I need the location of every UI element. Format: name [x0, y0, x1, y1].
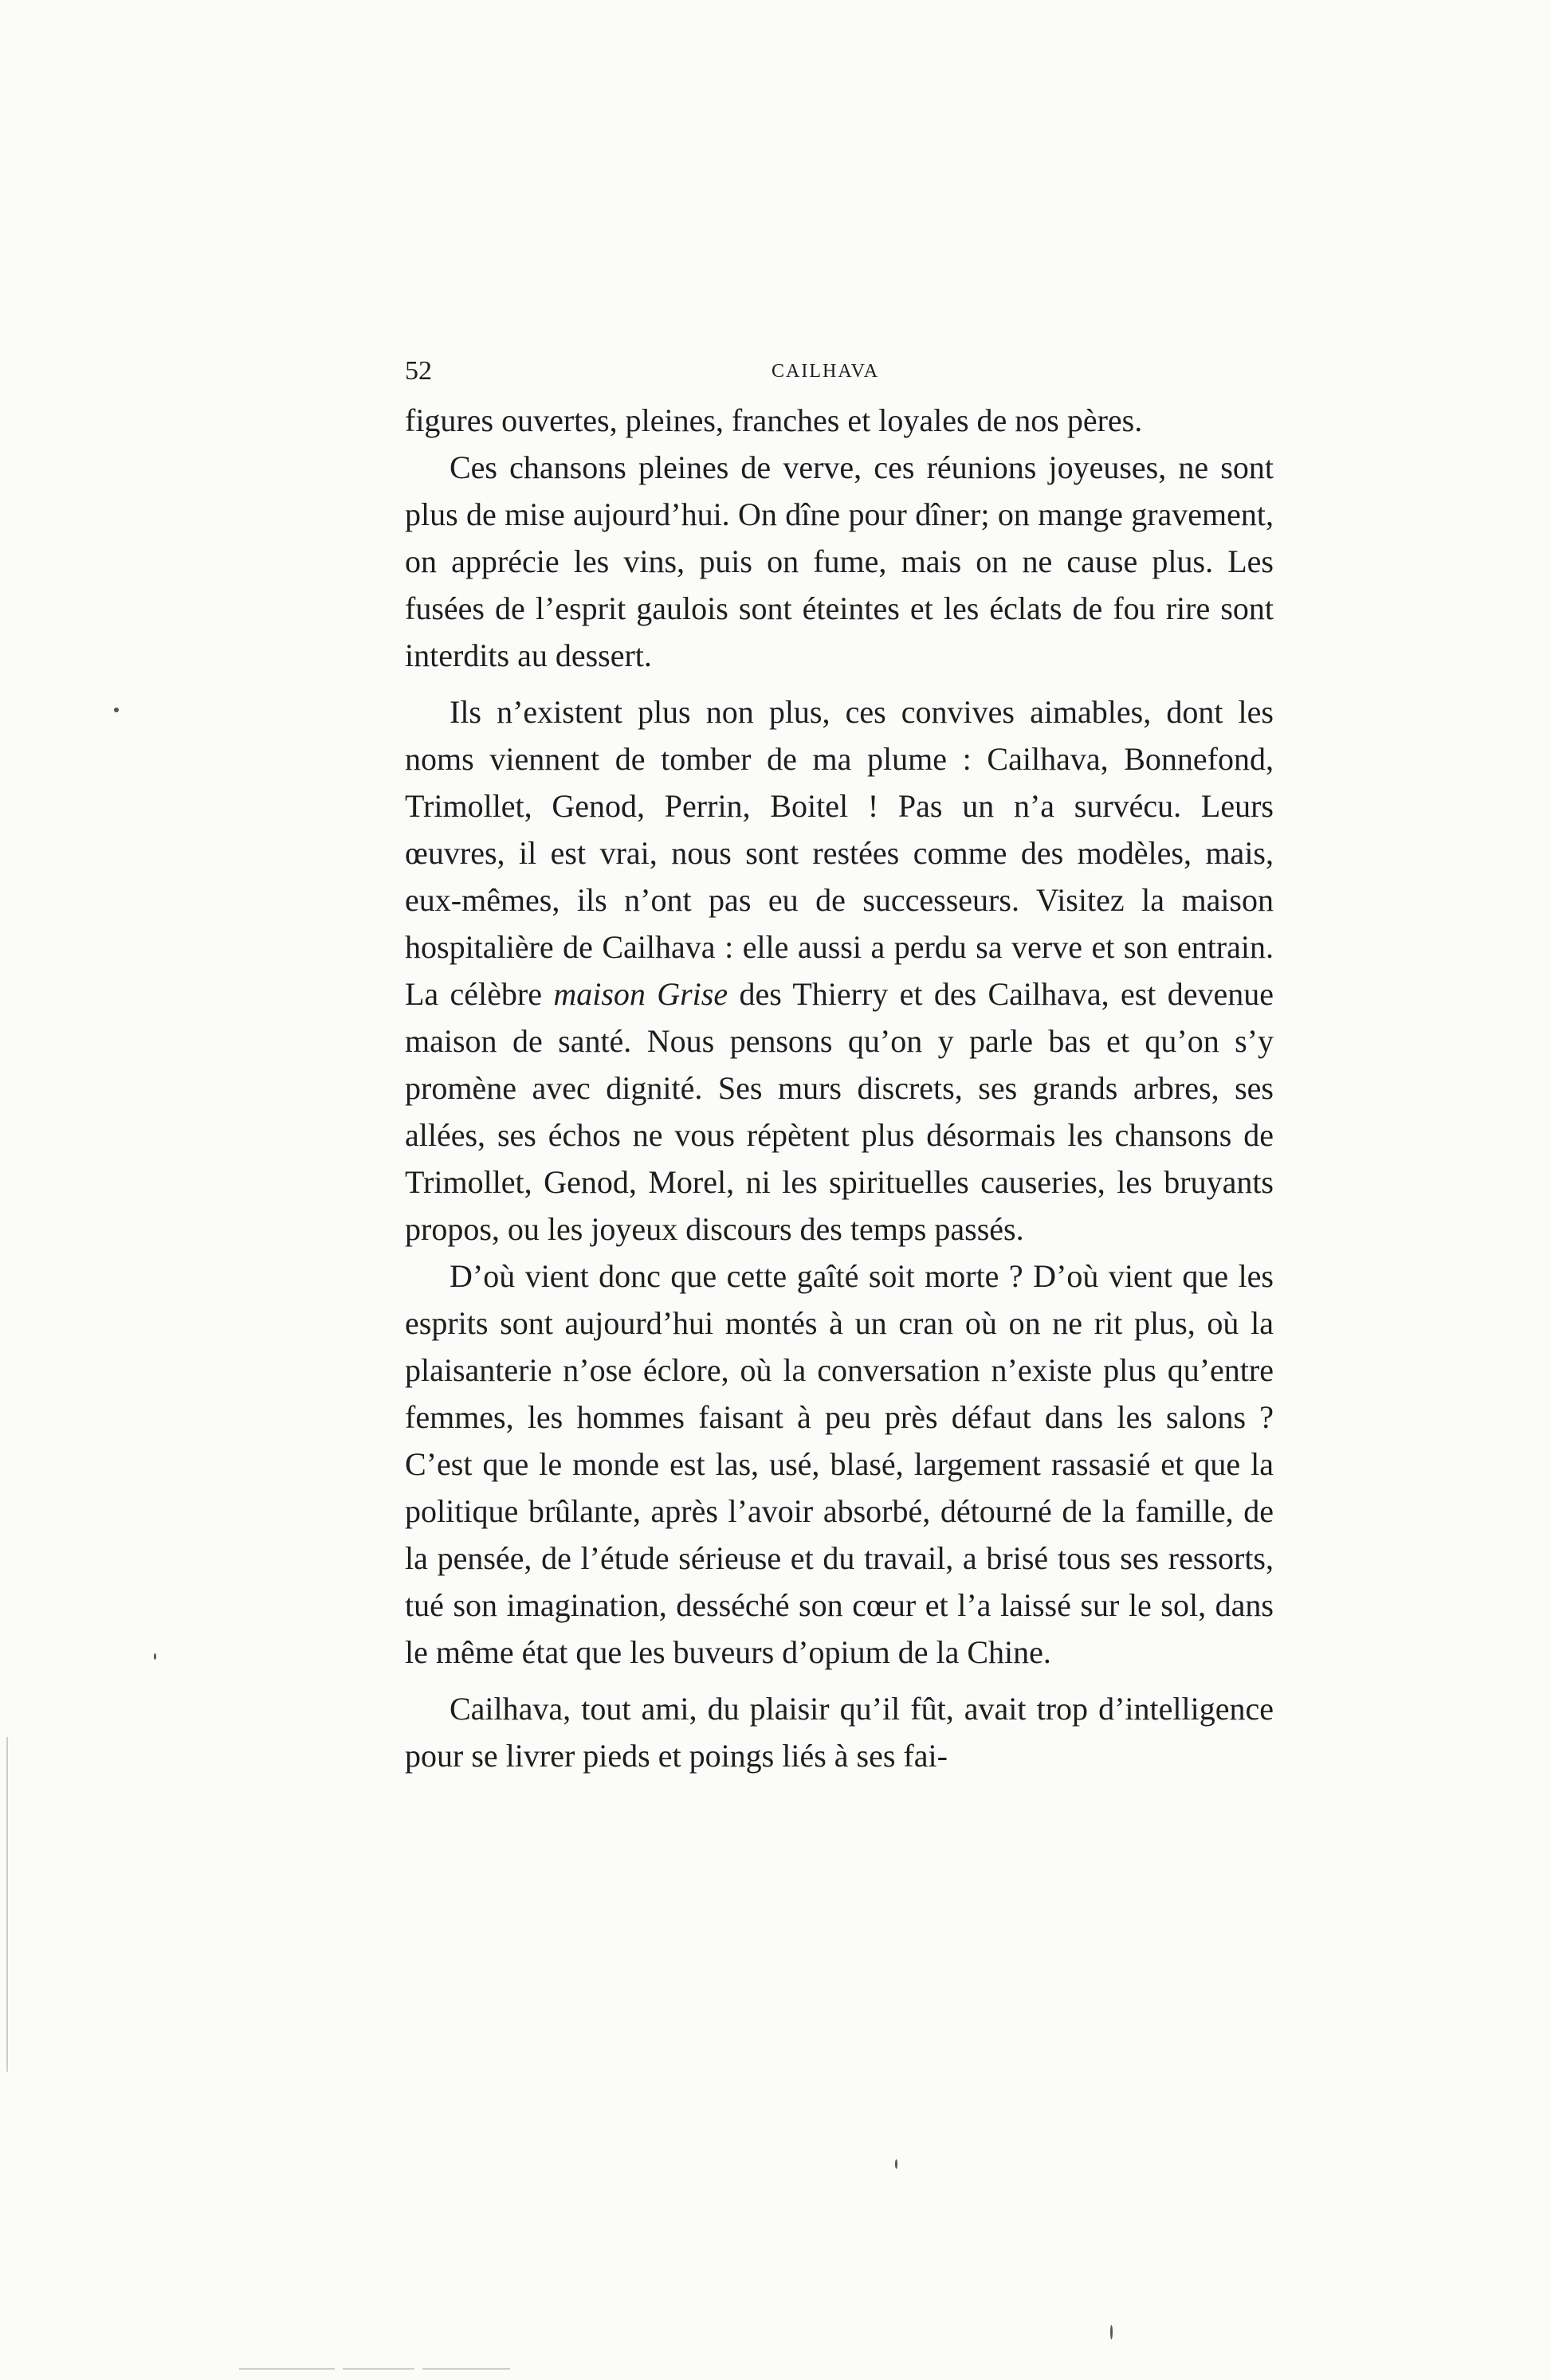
- paragraph-3-text-b: des Thierry et des Cailhava, est devenue maison de santé. Nous pensons qu’on y parle bas et qu’on s’y promène avec dignité. Ses murs discrets, ses grands arbres, ses allées, ses échos ne vous répètent plus désormais les chansons de Trimollet, Genod, Morel, ni les spirituelles causeries, les bruyants propos, ou les joyeux discours des temps passés.: [405, 976, 1274, 1247]
- maison-grise-italic: maison Grise: [553, 976, 728, 1012]
- paragraph-1: figures ouvertes, pleines, franches et loyales de nos pères.: [405, 402, 1143, 438]
- scan-speck: [154, 1653, 156, 1660]
- paragraph-3: [405, 688, 1274, 1253]
- scan-edge-mark: [343, 2368, 414, 2370]
- scan-speck: [114, 708, 119, 712]
- page-number: 52: [405, 356, 432, 386]
- scan-edge-mark: [422, 2368, 510, 2370]
- scan-edge-mark: [239, 2368, 335, 2370]
- running-title: CAILHAVA: [772, 361, 880, 382]
- paragraph-2: Ces chansons pleines de verve, ces réunions joyeuses, ne sont plus de mise aujourd’hui. On dîne pour dîner; on mange gravement, on apprécie les vins, puis on fume, mais on ne cause plus. Les fusées de l’esprit gaulois sont éteintes et les éclats de fou rire sont interdits au dessert.: [405, 449, 1274, 673]
- scan-speck: [895, 2159, 897, 2169]
- paragraph-4: D’où vient donc que cette gaîté soit morte ? D’où vient que les esprits sont aujourd’hui montés à un cran où on ne rit plus, où la plaisanterie n’ose éclore, où la conversation n’existe plus qu’entre femmes, les hommes faisant à peu près défaut dans les salons ? C’est que le monde est las, usé, blasé, largement rassasié et que la politique brûlante, après l’avoir absorbé, détourné de la famille, de la pensée, de l’étude sérieuse et du travail, a brisé tous ses ressorts, tué son imagination, desséché son cœur et l’a laissé sur le sol, dans le même état que les buveurs d’opium de la Chine.: [405, 1258, 1274, 1670]
- body-text: [405, 397, 1274, 1779]
- paragraph-3-text-a: Ils n’existent plus non plus, ces convives aimables, dont les noms viennent de tomber de ma plume : Cailhava, Bonnefond, Trimollet, Genod, Perrin, Boitel ! Pas un n’a survécu. Leurs œuvres, il est vrai, nous sont restées comme des modèles, mais, eux-mêmes, ils n’ont pas eu de successeurs. Visitez la maison hospitalière de Cailhava : elle aussi a perdu sa verve et son entrain. La célèbre: [405, 694, 1274, 1012]
- scan-speck: [1110, 2325, 1113, 2339]
- running-head: [405, 355, 1274, 387]
- paragraph-5: Cailhava, tout ami, du plaisir qu’il fût, avait trop d’intelligence pour se livrer pieds et poings liés à ses fai-: [405, 1691, 1274, 1774]
- scan-edge-mark: [6, 1737, 8, 2072]
